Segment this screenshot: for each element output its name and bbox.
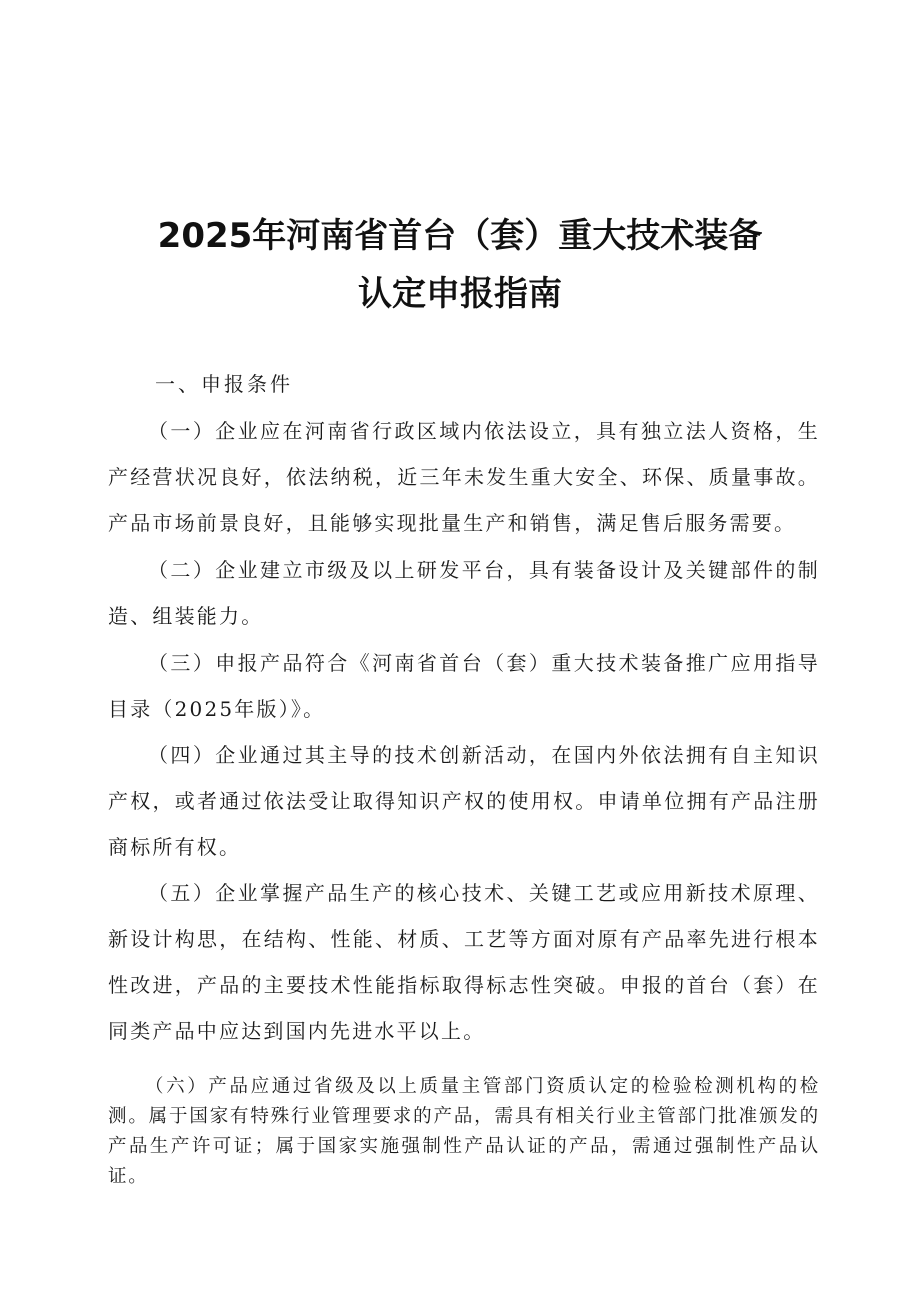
paragraph-2: （二）企业建立市级及以上研发平台，具有装备设计及关键部件的制造、组装能力。: [108, 558, 820, 628]
document-title-line-1: 2025年河南省首台（套）重大技术装备: [157, 216, 763, 256]
paragraph-3: （三）申报产品符合《河南省首台（套）重大技术装备推广应用指导目录（2025年版）》。: [108, 651, 820, 721]
document-title-line-2: 认定申报指南: [358, 274, 562, 314]
paragraph-1: （一）企业应在河南省行政区域内依法设立，具有独立法人资格，生产经营状况良好，依法纳税，近三年未发生重大安全、环保、质量事故。产品市场前景良好，且能够实现批量生产和销售，满足售后服务需要。: [108, 419, 820, 535]
section-heading: 一、申报条件: [155, 372, 293, 396]
paragraph-5: （五）企业掌握产品生产的核心技术、关键工艺或应用新技术原理、新设计构思，在结构、性能、材质、工艺等方面对原有产品率先进行根本性改进，产品的主要技术性能指标取得标志性突破。申报的首台（套）在同类产品中应达到国内先进水平以上。: [108, 881, 820, 1043]
paragraph-4: （四）企业通过其主导的技术创新活动，在国内外依法拥有自主知识产权，或者通过依法受让取得知识产权的使用权。申请单位拥有产品注册商标所有权。: [108, 743, 820, 859]
paragraph-6: （六）产品应通过省级及以上质量主管部门资质认定的检验检测机构的检测。属于国家有特殊行业管理要求的产品，需具有相关行业主管部门批准颁发的产品生产许可证；属于国家实施强制性产品认证的产品，需通过强制性产品认证。: [108, 1076, 820, 1187]
